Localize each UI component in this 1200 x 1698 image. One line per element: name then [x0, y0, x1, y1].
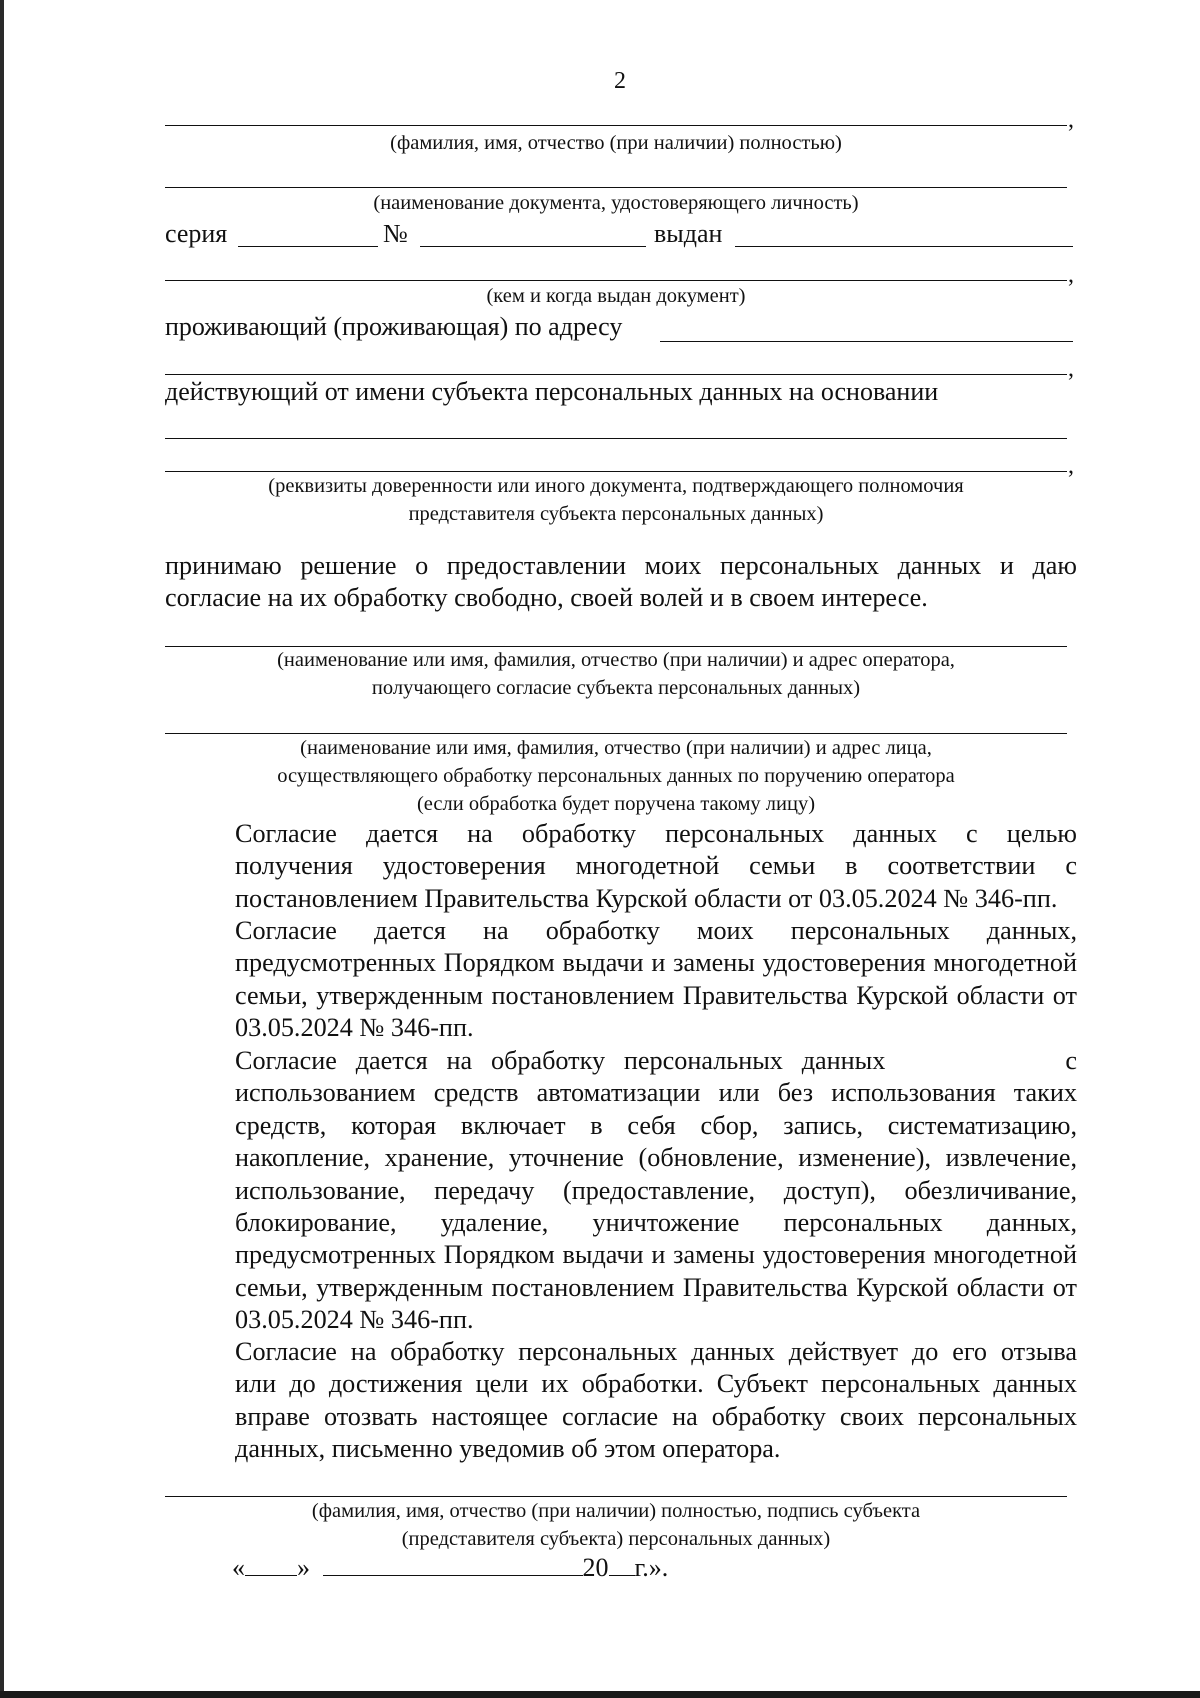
purpose-line-2: получения удостоверения многодетной семьи в соответствии с: [235, 851, 1077, 881]
year-blank[interactable]: [609, 1553, 635, 1576]
label-number: №: [383, 219, 408, 248]
processing-line-5: использование, передачу (предоставление, доступ), обезличивание,: [235, 1175, 1077, 1205]
processing-line-1-text: Согласие дается на обработку персональных данных: [235, 1046, 886, 1075]
number-blank[interactable]: [420, 246, 646, 247]
processing-line-3: средств, которая включает в себя сбор, запись, систематизацию,: [235, 1110, 1077, 1140]
date-close-quote: »: [297, 1553, 310, 1582]
processing-line-8: семьи, утвержденным постановлением Правительства Курской области от: [235, 1272, 1077, 1302]
processing-line-2: использованием средств автоматизации или без использования таких: [235, 1078, 1077, 1108]
comma: ,: [1068, 356, 1074, 382]
caption-processor-2: осуществляющего обработку персональных данных по поручению оператора: [277, 765, 955, 787]
id-doc-blank-line[interactable]: [165, 187, 1067, 188]
scope-paragraph: [165, 915, 1077, 1045]
caption-id-doc: (наименование документа, удостоверяющего личность): [373, 192, 859, 214]
processing-paragraph: [165, 1045, 1077, 1337]
series-blank[interactable]: [238, 246, 378, 247]
scan-edge-bottom: [0, 1691, 1200, 1698]
day-blank[interactable]: [245, 1553, 297, 1576]
comma: ,: [1068, 262, 1074, 288]
label-address: проживающий (проживающая) по адресу: [165, 312, 623, 341]
caption-signature-2: (представителя субъекта) персональных данных): [401, 1528, 831, 1550]
caption-signature-1: (фамилия, имя, отчество (при наличии) полностью, подпись субъекта: [311, 1500, 921, 1522]
caption-proxy-2: представителя субъекта персональных данных): [408, 503, 824, 525]
month-blank[interactable]: [323, 1553, 583, 1576]
processing-line-1-end: с: [1065, 1046, 1077, 1075]
validity-line-4: данных, письменно уведомив об этом оператора.: [235, 1434, 781, 1464]
issued-blank[interactable]: [735, 246, 1073, 247]
scope-line-4: 03.05.2024 № 346-пп.: [235, 1013, 474, 1043]
caption-proxy-1: (реквизиты доверенности или иного документа, подтверждающего полномочия: [268, 475, 964, 497]
caption-operator-1: (наименование или имя, фамилия, отчество (при наличии) и адрес оператора,: [277, 649, 955, 671]
date-open-quote: «: [232, 1553, 245, 1582]
label-series: серия: [165, 219, 228, 248]
year-prefix: 20: [582, 1553, 609, 1582]
validity-paragraph: [165, 1336, 1077, 1466]
caption-processor-3: (если обработка будет поручена такому лицу): [416, 793, 816, 815]
decision-line-1: принимаю решение о предоставлении моих персональных данных и даю: [165, 551, 1077, 580]
comma: ,: [1068, 453, 1074, 479]
address-blank-line-2[interactable]: [165, 374, 1067, 375]
processing-line-1: [165, 1045, 1077, 1077]
label-issued: выдан: [654, 219, 723, 248]
proxy-blank-line-1[interactable]: [165, 438, 1067, 439]
fio-blank-line[interactable]: [165, 125, 1067, 126]
scan-edge-left: [0, 0, 4, 1698]
validity-line-3: вправе отозвать настоящее согласие на обработку своих персональных: [235, 1401, 1077, 1431]
issued-by-blank-line[interactable]: [165, 280, 1067, 281]
scope-line-3: семьи, утвержденным постановлением Правительства Курской области от: [235, 980, 1077, 1010]
address-blank[interactable]: [660, 341, 1073, 342]
purpose-line-3: постановлением Правительства Курской области от 03.05.2024 № 346-пп.: [235, 883, 1058, 913]
purpose-paragraph: [165, 818, 1077, 915]
scope-line-1: Согласие дается на обработку моих персональных данных,: [235, 916, 1077, 945]
validity-line-2: или до достижения цели их обработки. Субъект персональных данных: [235, 1369, 1077, 1399]
label-acting: действующий от имени субъекта персональных данных на основании: [165, 377, 939, 406]
processing-line-6: блокирование, удаление, уничтожение персональных данных,: [235, 1208, 1077, 1238]
page-number: 2: [614, 68, 626, 94]
processing-line-9: 03.05.2024 № 346-пп.: [235, 1305, 474, 1335]
caption-processor-1: (наименование или имя, фамилия, отчество (при наличии) и адрес лица,: [300, 737, 932, 759]
purpose-line-1: Согласие дается на обработку персональных данных с целью: [235, 819, 1077, 848]
decision-line-2: согласие на их обработку свободно, своей волей и в своем интересе.: [165, 583, 928, 613]
caption-operator-2: получающего согласие субъекта персональных данных): [371, 677, 861, 699]
processing-line-7: предусмотренных Порядком выдачи и замены удостоверения многодетной: [235, 1240, 1077, 1270]
validity-line-1: Согласие на обработку персональных данных действует до его отзыва: [235, 1337, 1077, 1366]
scope-line-2: предусмотренных Порядком выдачи и замены удостоверения многодетной: [235, 948, 1077, 978]
decision-paragraph: [165, 550, 1077, 615]
caption-issued-by: (кем и когда выдан документ): [486, 285, 746, 307]
processing-line-4: накопление, хранение, уточнение (обновление, изменение), извлечение,: [235, 1143, 1077, 1173]
year-suffix: г.».: [634, 1553, 669, 1582]
comma: ,: [1068, 107, 1074, 133]
date-line: [232, 1552, 668, 1584]
caption-fio: (фамилия, имя, отчество (при наличии) полностью): [390, 132, 842, 154]
